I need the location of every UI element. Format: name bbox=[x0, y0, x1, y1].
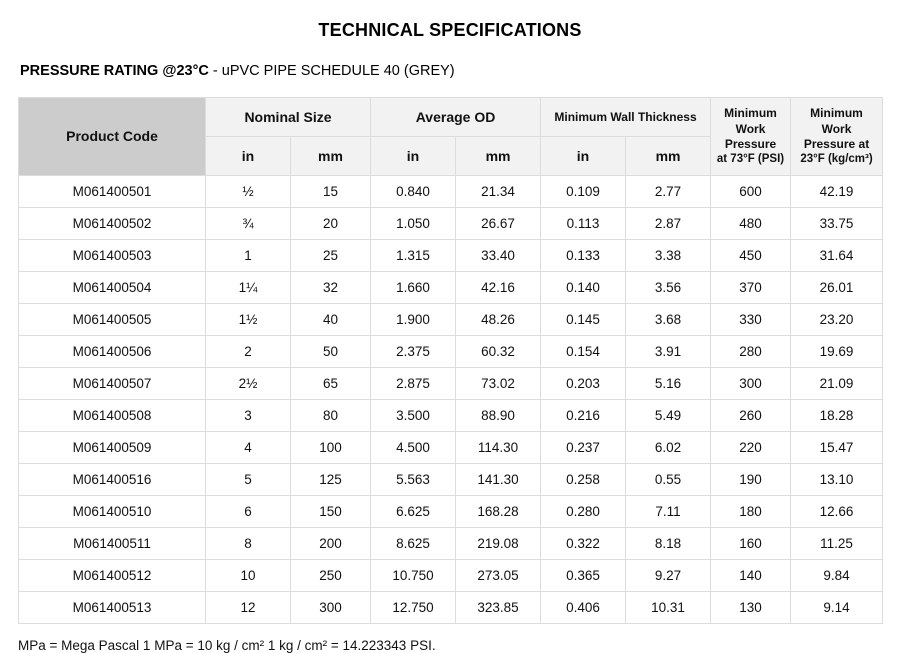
cell-nominal-size-mm: 50 bbox=[291, 336, 371, 368]
cell-average-od-mm: 168.28 bbox=[456, 496, 541, 528]
cell-wall-thickness-mm: 3.38 bbox=[626, 240, 711, 272]
cell-product-code: M061400504 bbox=[19, 272, 206, 304]
page-title: TECHNICAL SPECIFICATIONS bbox=[318, 20, 582, 40]
cell-product-code: M061400501 bbox=[19, 176, 206, 208]
cell-nominal-size-mm: 80 bbox=[291, 400, 371, 432]
cell-wall-thickness-mm: 3.56 bbox=[626, 272, 711, 304]
psi-head-line3: Pressure bbox=[724, 137, 777, 151]
cell-work-pressure-kgcm: 42.19 bbox=[791, 176, 883, 208]
table-row bbox=[19, 240, 883, 272]
cell-work-pressure-kgcm: 18.28 bbox=[791, 400, 883, 432]
cell-average-od-mm: 219.08 bbox=[456, 528, 541, 560]
table-container bbox=[0, 79, 900, 624]
cell-product-code: M061400506 bbox=[19, 336, 206, 368]
cell-work-pressure-psi: 140 bbox=[711, 560, 791, 592]
table-head bbox=[19, 98, 883, 176]
cell-wall-thickness-in: 0.216 bbox=[541, 400, 626, 432]
table-row bbox=[19, 400, 883, 432]
cell-nominal-size-mm: 125 bbox=[291, 464, 371, 496]
cell-wall-thickness-mm: 5.49 bbox=[626, 400, 711, 432]
psi-head-line4: at 73°F (PSI) bbox=[716, 153, 785, 166]
cell-average-od-mm: 273.05 bbox=[456, 560, 541, 592]
cell-product-code: M061400505 bbox=[19, 304, 206, 336]
cell-wall-thickness-mm: 6.02 bbox=[626, 432, 711, 464]
table-row bbox=[19, 336, 883, 368]
cell-work-pressure-kgcm: 9.84 bbox=[791, 560, 883, 592]
cell-nominal-size-mm: 32 bbox=[291, 272, 371, 304]
table-row bbox=[19, 368, 883, 400]
cell-nominal-size-in: 10 bbox=[206, 560, 291, 592]
table-row bbox=[19, 432, 883, 464]
cell-work-pressure-kgcm: 12.66 bbox=[791, 496, 883, 528]
table-row bbox=[19, 464, 883, 496]
cell-work-pressure-kgcm: 23.20 bbox=[791, 304, 883, 336]
cell-average-od-in: 2.375 bbox=[371, 336, 456, 368]
cell-average-od-mm: 141.30 bbox=[456, 464, 541, 496]
cell-product-code: M061400509 bbox=[19, 432, 206, 464]
cell-work-pressure-psi: 160 bbox=[711, 528, 791, 560]
cell-work-pressure-psi: 480 bbox=[711, 208, 791, 240]
cell-work-pressure-kgcm: 21.09 bbox=[791, 368, 883, 400]
cell-wall-thickness-in: 0.145 bbox=[541, 304, 626, 336]
psi-head-line2: Work bbox=[735, 121, 766, 136]
cell-nominal-size-in: 4 bbox=[206, 432, 291, 464]
table-row bbox=[19, 528, 883, 560]
cell-nominal-size-mm: 20 bbox=[291, 208, 371, 240]
cell-average-od-in: 1.315 bbox=[371, 240, 456, 272]
kgcm-head-line3: Pressure at bbox=[803, 137, 870, 151]
table-row bbox=[19, 592, 883, 624]
cell-average-od-in: 8.625 bbox=[371, 528, 456, 560]
cell-nominal-size-in: 1¼ bbox=[206, 272, 291, 304]
cell-average-od-mm: 42.16 bbox=[456, 272, 541, 304]
cell-average-od-in: 0.840 bbox=[371, 176, 456, 208]
cell-average-od-mm: 26.67 bbox=[456, 208, 541, 240]
cell-nominal-size-in: 1 bbox=[206, 240, 291, 272]
table-row bbox=[19, 208, 883, 240]
cell-wall-thickness-mm: 2.77 bbox=[626, 176, 711, 208]
cell-nominal-size-in: ¾ bbox=[206, 208, 291, 240]
cell-wall-thickness-in: 0.322 bbox=[541, 528, 626, 560]
cell-wall-thickness-in: 0.113 bbox=[541, 208, 626, 240]
cell-average-od-in: 2.875 bbox=[371, 368, 456, 400]
header-row-groups bbox=[19, 98, 883, 137]
cell-wall-thickness-mm: 10.31 bbox=[626, 592, 711, 624]
specifications-table bbox=[18, 97, 883, 624]
cell-average-od-mm: 33.40 bbox=[456, 240, 541, 272]
cell-average-od-mm: 88.90 bbox=[456, 400, 541, 432]
cell-wall-thickness-mm: 8.18 bbox=[626, 528, 711, 560]
cell-average-od-in: 1.660 bbox=[371, 272, 456, 304]
table-row bbox=[19, 560, 883, 592]
cell-nominal-size-mm: 100 bbox=[291, 432, 371, 464]
cell-wall-thickness-mm: 7.11 bbox=[626, 496, 711, 528]
cell-work-pressure-kgcm: 19.69 bbox=[791, 336, 883, 368]
cell-average-od-mm: 323.85 bbox=[456, 592, 541, 624]
cell-work-pressure-psi: 280 bbox=[711, 336, 791, 368]
column-header-minimum-wall-thickness: Minimum Wall Thickness bbox=[541, 98, 711, 137]
column-header-nominal-size: Nominal Size bbox=[206, 98, 371, 137]
cell-product-code: M061400513 bbox=[19, 592, 206, 624]
cell-wall-thickness-in: 0.258 bbox=[541, 464, 626, 496]
cell-average-od-in: 10.750 bbox=[371, 560, 456, 592]
cell-wall-thickness-mm: 5.16 bbox=[626, 368, 711, 400]
cell-work-pressure-kgcm: 26.01 bbox=[791, 272, 883, 304]
cell-product-code: M061400510 bbox=[19, 496, 206, 528]
cell-wall-thickness-mm: 9.27 bbox=[626, 560, 711, 592]
cell-nominal-size-in: 6 bbox=[206, 496, 291, 528]
subtitle-light: - uPVC PIPE SCHEDULE 40 (GREY) bbox=[208, 63, 455, 79]
cell-nominal-size-mm: 250 bbox=[291, 560, 371, 592]
cell-work-pressure-psi: 260 bbox=[711, 400, 791, 432]
column-header-min-work-pressure-psi bbox=[711, 98, 791, 176]
unit-header-od-mm: mm bbox=[456, 137, 541, 176]
cell-nominal-size-mm: 65 bbox=[291, 368, 371, 400]
cell-nominal-size-in: ½ bbox=[206, 176, 291, 208]
kgcm-head-line4: 23°F (kg/cm³) bbox=[800, 153, 873, 166]
cell-product-code: M061400512 bbox=[19, 560, 206, 592]
column-header-min-work-pressure-kgcm bbox=[791, 98, 883, 176]
column-header-product-code: Product Code bbox=[19, 98, 206, 176]
cell-work-pressure-psi: 600 bbox=[711, 176, 791, 208]
cell-wall-thickness-mm: 3.68 bbox=[626, 304, 711, 336]
cell-work-pressure-kgcm: 33.75 bbox=[791, 208, 883, 240]
cell-wall-thickness-in: 0.237 bbox=[541, 432, 626, 464]
table-row bbox=[19, 176, 883, 208]
cell-wall-thickness-in: 0.109 bbox=[541, 176, 626, 208]
cell-wall-thickness-in: 0.406 bbox=[541, 592, 626, 624]
cell-average-od-mm: 60.32 bbox=[456, 336, 541, 368]
cell-work-pressure-kgcm: 13.10 bbox=[791, 464, 883, 496]
unit-header-nominal-mm: mm bbox=[291, 137, 371, 176]
cell-wall-thickness-in: 0.140 bbox=[541, 272, 626, 304]
column-header-average-od: Average OD bbox=[371, 98, 541, 137]
cell-wall-thickness-in: 0.203 bbox=[541, 368, 626, 400]
cell-wall-thickness-in: 0.365 bbox=[541, 560, 626, 592]
cell-average-od-mm: 48.26 bbox=[456, 304, 541, 336]
cell-average-od-in: 3.500 bbox=[371, 400, 456, 432]
cell-nominal-size-in: 2 bbox=[206, 336, 291, 368]
cell-wall-thickness-mm: 2.87 bbox=[626, 208, 711, 240]
cell-work-pressure-kgcm: 31.64 bbox=[791, 240, 883, 272]
cell-work-pressure-psi: 220 bbox=[711, 432, 791, 464]
cell-wall-thickness-in: 0.154 bbox=[541, 336, 626, 368]
cell-wall-thickness-mm: 3.91 bbox=[626, 336, 711, 368]
cell-work-pressure-psi: 180 bbox=[711, 496, 791, 528]
cell-wall-thickness-in: 0.280 bbox=[541, 496, 626, 528]
cell-product-code: M061400516 bbox=[19, 464, 206, 496]
cell-nominal-size-mm: 150 bbox=[291, 496, 371, 528]
psi-head-line1: Minimum bbox=[724, 106, 777, 121]
cell-average-od-in: 12.750 bbox=[371, 592, 456, 624]
cell-nominal-size-mm: 40 bbox=[291, 304, 371, 336]
unit-header-wall-mm: mm bbox=[626, 137, 711, 176]
unit-header-wall-in: in bbox=[541, 137, 626, 176]
cell-nominal-size-mm: 15 bbox=[291, 176, 371, 208]
cell-average-od-mm: 73.02 bbox=[456, 368, 541, 400]
cell-nominal-size-mm: 25 bbox=[291, 240, 371, 272]
unit-header-nominal-in: in bbox=[206, 137, 291, 176]
cell-average-od-mm: 114.30 bbox=[456, 432, 541, 464]
unit-header-od-in: in bbox=[371, 137, 456, 176]
cell-nominal-size-mm: 200 bbox=[291, 528, 371, 560]
subtitle-strong: PRESSURE RATING @23°C bbox=[20, 63, 209, 79]
cell-nominal-size-in: 3 bbox=[206, 400, 291, 432]
subtitle bbox=[0, 41, 900, 79]
cell-product-code: M061400508 bbox=[19, 400, 206, 432]
cell-work-pressure-psi: 370 bbox=[711, 272, 791, 304]
kgcm-head-line2: Work bbox=[821, 121, 852, 136]
kgcm-head-line1: Minimum bbox=[810, 106, 863, 121]
cell-nominal-size-in: 8 bbox=[206, 528, 291, 560]
cell-work-pressure-kgcm: 9.14 bbox=[791, 592, 883, 624]
cell-average-od-in: 6.625 bbox=[371, 496, 456, 528]
table-row bbox=[19, 272, 883, 304]
cell-product-code: M061400502 bbox=[19, 208, 206, 240]
cell-average-od-in: 4.500 bbox=[371, 432, 456, 464]
cell-work-pressure-psi: 330 bbox=[711, 304, 791, 336]
cell-nominal-size-in: 5 bbox=[206, 464, 291, 496]
cell-product-code: M061400511 bbox=[19, 528, 206, 560]
cell-nominal-size-in: 12 bbox=[206, 592, 291, 624]
cell-wall-thickness-in: 0.133 bbox=[541, 240, 626, 272]
cell-wall-thickness-mm: 0.55 bbox=[626, 464, 711, 496]
cell-work-pressure-psi: 300 bbox=[711, 368, 791, 400]
cell-product-code: M061400503 bbox=[19, 240, 206, 272]
cell-nominal-size-in: 2½ bbox=[206, 368, 291, 400]
cell-work-pressure-kgcm: 15.47 bbox=[791, 432, 883, 464]
cell-average-od-in: 5.563 bbox=[371, 464, 456, 496]
cell-work-pressure-kgcm: 11.25 bbox=[791, 528, 883, 560]
cell-average-od-in: 1.900 bbox=[371, 304, 456, 336]
cell-work-pressure-psi: 130 bbox=[711, 592, 791, 624]
table-row bbox=[19, 496, 883, 528]
cell-work-pressure-psi: 190 bbox=[711, 464, 791, 496]
cell-nominal-size-mm: 300 bbox=[291, 592, 371, 624]
cell-average-od-mm: 21.34 bbox=[456, 176, 541, 208]
footnote: MPa = Mega Pascal 1 MPa = 10 kg / cm² 1 kg / cm² = 14.223343 PSI. bbox=[18, 638, 436, 653]
cell-product-code: M061400507 bbox=[19, 368, 206, 400]
cell-nominal-size-in: 1½ bbox=[206, 304, 291, 336]
cell-work-pressure-psi: 450 bbox=[711, 240, 791, 272]
table-row bbox=[19, 304, 883, 336]
table-body bbox=[19, 176, 883, 624]
cell-average-od-in: 1.050 bbox=[371, 208, 456, 240]
